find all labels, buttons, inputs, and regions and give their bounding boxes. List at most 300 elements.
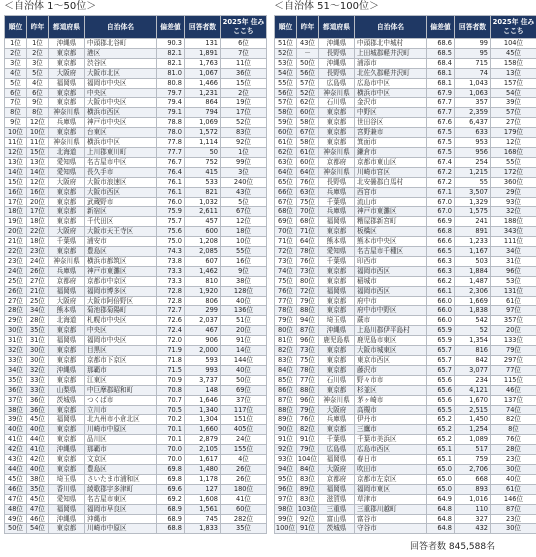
rank-cell: 89位 — [275, 415, 297, 425]
city-cell: 京都市東山区 — [355, 157, 427, 167]
respondents-cell: 1,069 — [185, 118, 221, 128]
score-cell: 66.8 — [427, 227, 455, 237]
table-row — [275, 128, 536, 138]
score-cell: 74.3 — [157, 247, 185, 257]
score-cell: 67.7 — [427, 108, 455, 118]
prefecture-cell: 兵庫県 — [319, 207, 355, 217]
table-row — [275, 118, 536, 128]
city-cell: 横浜市都筑区 — [85, 256, 157, 266]
prefecture-cell: 東京都 — [49, 464, 85, 474]
rank-2025-cell: 76位 — [491, 435, 536, 445]
rank-2025-cell: 54位 — [491, 88, 536, 98]
table-row — [275, 415, 536, 425]
score-cell: 66.5 — [427, 247, 455, 257]
rank-2025-cell: 297位 — [491, 356, 536, 366]
rank-cell: 3位 — [5, 58, 27, 68]
rank-cell: 99位 — [275, 514, 297, 524]
city-cell: 金沢市 — [355, 98, 427, 108]
prev-rank-cell: 84位 — [297, 464, 319, 474]
rank-cell: 50位 — [5, 524, 27, 534]
score-cell: 67.5 — [427, 138, 455, 148]
score-cell: 65.2 — [427, 415, 455, 425]
rank-2025-cell: 23位 — [491, 514, 536, 524]
city-cell: 世田谷区 — [355, 118, 427, 128]
rank-2025-cell: 20位 — [221, 326, 267, 336]
rank-cell: 43位 — [5, 455, 27, 465]
table-row — [275, 514, 536, 524]
respondents-cell: 127 — [185, 484, 221, 494]
rank-2025-cell: 55位 — [491, 157, 536, 167]
score-cell: 67.2 — [427, 177, 455, 187]
table-row — [5, 316, 267, 326]
city-cell: 武蔵野市 — [85, 197, 157, 207]
prev-rank-cell: 4位 — [27, 78, 49, 88]
table-row — [275, 247, 536, 257]
prev-rank-cell: 63位 — [297, 187, 319, 197]
respondents-cell: 1,920 — [185, 286, 221, 296]
respondents-cell: 1,884 — [455, 266, 491, 276]
table-row — [275, 494, 536, 504]
rank-cell: 15位 — [5, 177, 27, 187]
rank-cell: 72位 — [275, 247, 297, 257]
table-row — [5, 256, 267, 266]
rank-cell: 49位 — [5, 514, 27, 524]
score-cell: 68.4 — [427, 58, 455, 68]
respondents-cell: 1,891 — [185, 48, 221, 58]
prefecture-cell: 京都府 — [49, 276, 85, 286]
score-cell: 72.8 — [157, 296, 185, 306]
prefecture-cell: 兵庫県 — [49, 118, 85, 128]
respondents-cell: 759 — [455, 455, 491, 465]
prev-rank-cell: 46位 — [27, 514, 49, 524]
prev-rank-cell: 33位 — [27, 385, 49, 395]
rank-2025-cell: 10位 — [221, 237, 267, 247]
prefecture-cell: 香川県 — [49, 484, 85, 494]
score-cell: 68.1 — [427, 68, 455, 78]
rank-2025-cell: 83位 — [221, 128, 267, 138]
table-row — [5, 306, 267, 316]
city-cell: 上島川郡伊平島村 — [355, 326, 427, 336]
respondents-cell: 2,879 — [185, 435, 221, 445]
rank-2025-cell: 111位 — [491, 237, 536, 247]
city-cell: 福岡市西区 — [355, 286, 427, 296]
respondents-cell: 1,233 — [455, 237, 491, 247]
rank-2025-cell: 117位 — [221, 405, 267, 415]
score-cell: 67.1 — [427, 187, 455, 197]
table-row — [5, 514, 267, 524]
rank-cell: 60位 — [275, 128, 297, 138]
score-cell: 73.8 — [157, 256, 185, 266]
prev-rank-cell: 16位 — [27, 187, 49, 197]
prev-rank-cell: 11位 — [27, 138, 49, 148]
table-row — [5, 356, 267, 366]
rank-2025-cell: 9位 — [221, 266, 267, 276]
prev-rank-cell: 60位 — [297, 157, 319, 167]
city-cell: 川崎市宮区 — [355, 167, 427, 177]
prev-rank-cell: 104位 — [297, 455, 318, 464]
rank-2025-cell: 69位 — [221, 385, 267, 395]
score-cell: 90.3 — [157, 39, 185, 49]
prev-rank-cell: 79位 — [297, 296, 319, 306]
rank-cell: 67位 — [275, 197, 297, 207]
respondents-cell: 1,838 — [455, 306, 491, 316]
rank-2025-cell: 17位 — [221, 108, 267, 118]
prev-rank-cell: 82位 — [297, 425, 319, 435]
prefecture-cell: 東京都 — [49, 207, 85, 217]
score-cell: 65.5 — [427, 405, 455, 415]
city-cell: 中野区 — [355, 108, 427, 118]
prefecture-cell: 埼玉県 — [49, 474, 85, 484]
table-row — [275, 484, 536, 494]
city-cell: 福岡市中央区 — [85, 78, 157, 88]
rank-2025-cell: 38位 — [221, 276, 267, 286]
prev-rank-cell: 64位 — [297, 167, 319, 177]
prefecture-cell: 長野県 — [319, 48, 355, 58]
prev-rank-cell: 35位 — [27, 326, 49, 336]
prev-rank-cell: 9位 — [27, 98, 49, 108]
respondents-cell: 1,043 — [455, 78, 491, 88]
respondents-cell: 2,611 — [185, 207, 221, 217]
table-row — [275, 405, 536, 415]
prefecture-cell: 兵庫県 — [319, 187, 355, 197]
respondents-cell: 1,178 — [185, 474, 221, 484]
rank-cell: 66位 — [275, 187, 297, 197]
city-cell: 那覇市 — [85, 445, 157, 455]
table-header-row — [5, 16, 267, 39]
score-cell: 70.2 — [157, 415, 185, 425]
city-cell: 京都市下京区 — [85, 356, 157, 366]
rank-2025-cell: 180位 — [221, 484, 267, 494]
city-cell: 豊島区 — [85, 247, 157, 257]
rank-2025-cell: 1位 — [221, 147, 267, 157]
rank-2025-cell: 2位 — [221, 88, 267, 98]
prefecture-cell: 東京都 — [319, 365, 355, 375]
city-cell: 大阪市阿倍野区 — [85, 296, 157, 306]
score-cell: 69.8 — [157, 464, 185, 474]
prefecture-cell: 茨城県 — [49, 395, 85, 405]
table-row — [5, 237, 267, 247]
table-row — [5, 296, 267, 306]
respondents-cell: 1,763 — [185, 58, 221, 68]
rank-2025-cell: 240位 — [221, 177, 267, 187]
score-cell: 71.5 — [157, 365, 185, 375]
table-row — [5, 177, 267, 187]
rank-cell: 33位 — [5, 356, 27, 366]
city-cell: 横浜市中区 — [355, 88, 427, 98]
score-cell: 68.6 — [427, 39, 455, 49]
respondents-cell: 745 — [185, 514, 221, 524]
prev-rank-cell: 83位 — [297, 474, 319, 484]
prefecture-cell: 福岡県 — [319, 286, 355, 296]
score-cell: 67.9 — [427, 88, 455, 98]
table-row — [275, 326, 536, 336]
rank-cell: 73位 — [275, 256, 297, 266]
city-cell: 野々市市 — [355, 375, 427, 385]
city-cell: 福岡市西区 — [355, 266, 427, 276]
score-cell: 68.8 — [157, 524, 185, 534]
score-cell: 65.0 — [427, 474, 455, 484]
table-row — [5, 157, 267, 167]
respondents-cell: 600 — [185, 227, 221, 237]
respondents-cell: 50 — [185, 147, 221, 157]
prev-rank-cell: 68位 — [297, 217, 319, 227]
prev-rank-cell: 41位 — [27, 445, 49, 455]
prev-rank-cell: 26位 — [27, 266, 49, 276]
rank-cell: 68位 — [275, 207, 297, 217]
rank-cell: 10位 — [5, 128, 27, 138]
rank-2025-cell: 50位 — [221, 375, 267, 385]
prefecture-cell: 滋賀県 — [319, 494, 355, 504]
respondents-cell: 810 — [185, 276, 221, 286]
prev-rank-cell: 35位 — [27, 484, 49, 494]
rank-cell: 63位 — [275, 157, 297, 167]
score-cell: 76.1 — [157, 187, 185, 197]
respondents-cell: 607 — [185, 256, 221, 266]
table-row — [5, 395, 267, 405]
score-cell: 66.0 — [427, 306, 455, 316]
rank-2025-cell: 92位 — [221, 138, 267, 148]
prev-rank-cell: 67位 — [297, 128, 319, 138]
rank-2025-cell: 35位 — [221, 524, 267, 534]
prev-rank-cell: － — [297, 48, 319, 58]
prefecture-cell: 熊本県 — [49, 306, 85, 316]
prefecture-cell: 大阪府 — [49, 68, 85, 78]
score-cell: 76.0 — [157, 197, 185, 207]
score-cell: 67.0 — [427, 207, 455, 217]
respondents-cell: 542 — [455, 316, 491, 326]
table-row — [275, 68, 536, 78]
prev-rank-cell: 36位 — [27, 395, 49, 405]
rank-cell: 22位 — [5, 247, 27, 257]
respondents-cell: 503 — [455, 256, 491, 266]
respondents-cell: 1,480 — [185, 464, 221, 474]
table-row — [5, 108, 267, 118]
rank-2025-cell: 144位 — [221, 356, 267, 366]
score-cell: 65.9 — [427, 336, 455, 346]
rank-2025-cell: 61位 — [491, 484, 536, 494]
city-cell: 千代田区 — [85, 217, 157, 227]
respondents-cell: 234 — [455, 375, 491, 385]
respondents-cell: 432 — [455, 524, 491, 534]
prefecture-cell: 神奈川県 — [49, 256, 85, 266]
rank-2025-cell: 14位 — [221, 346, 267, 356]
rank-cell: 5位 — [5, 78, 27, 88]
score-cell: 77.7 — [157, 147, 185, 157]
city-cell: 渋谷区 — [85, 58, 157, 68]
prefecture-cell: 東京都 — [319, 138, 355, 148]
prefecture-cell: 東京都 — [49, 217, 85, 227]
respondents-cell: 55 — [455, 177, 491, 187]
prefecture-cell: 沖縄県 — [49, 365, 85, 375]
prev-rank-cell: 5位 — [27, 68, 49, 78]
rank-2025-cell: 43位 — [221, 187, 267, 197]
rank-2025-cell: 31位 — [491, 256, 536, 266]
respondents-cell: 1,231 — [185, 88, 221, 98]
rank-2025-cell: 172位 — [491, 167, 536, 177]
rank-cell: 26位 — [5, 286, 27, 296]
respondents-cell: 1,215 — [455, 167, 491, 177]
prev-rank-cell: 96位 — [297, 395, 319, 405]
score-cell: 68.9 — [157, 514, 185, 524]
prev-rank-cell: 71位 — [297, 227, 319, 237]
city-cell: 守谷市 — [355, 524, 427, 534]
table-row — [275, 39, 536, 49]
city-cell: 西宮市 — [355, 187, 427, 197]
score-cell: 67.5 — [427, 128, 455, 138]
prev-rank-cell: 76位 — [297, 177, 319, 187]
prefecture-cell: 埼玉県 — [319, 316, 355, 326]
prev-rank-cell: 2位 — [27, 48, 49, 58]
respondents-cell: 806 — [185, 296, 221, 306]
rank-2025-cell: 39位 — [491, 98, 536, 108]
respondents-cell: 1,208 — [185, 237, 221, 247]
score-cell: 65.6 — [427, 395, 455, 405]
prev-rank-cell: 14位 — [27, 167, 49, 177]
score-cell: 75.6 — [157, 227, 185, 237]
table-row — [275, 266, 536, 276]
rank-cell: 31位 — [5, 336, 27, 346]
table-row — [5, 88, 267, 98]
city-cell: 文京区 — [85, 455, 157, 465]
rank-2025-cell: 77位 — [491, 365, 536, 375]
prefecture-cell: 千葉県 — [319, 197, 355, 207]
prefecture-cell: 北海道 — [49, 316, 85, 326]
rank-cell: 51位 — [275, 39, 297, 49]
prefecture-cell: 山梨県 — [49, 385, 85, 395]
prefecture-cell: 東京都 — [49, 326, 85, 336]
respondents-cell: 633 — [455, 128, 491, 138]
rank-cell: 69位 — [275, 217, 297, 227]
city-cell: 名古屋市中区 — [85, 157, 157, 167]
rank-cell: 59位 — [275, 118, 297, 128]
rank-2025-cell: 82位 — [491, 415, 536, 425]
city-cell: 広島市中区 — [355, 78, 427, 88]
rank-2025-cell: 157位 — [491, 78, 536, 88]
table-row — [275, 375, 536, 385]
city-cell: 福岡市博多区 — [85, 286, 157, 296]
left-panel — [4, 0, 266, 534]
respondents-cell: 893 — [455, 484, 491, 494]
prev-rank-cell: 76位 — [297, 256, 319, 266]
header-pref: 都道府県 — [49, 16, 85, 39]
city-cell: 神戸市東灘区 — [85, 266, 157, 276]
score-cell: 82.1 — [157, 58, 185, 68]
rank-2025-cell: 282位 — [221, 514, 267, 524]
table-row — [275, 395, 536, 405]
respondents-cell: 842 — [455, 356, 491, 366]
rank-cell: 84位 — [275, 365, 297, 375]
prev-rank-cell: 56位 — [297, 68, 319, 78]
rank-2025-cell: 128位 — [221, 286, 267, 296]
prev-rank-cell: 78位 — [297, 365, 319, 375]
city-cell: 茅ヶ崎市 — [355, 395, 427, 405]
rank-2025-cell: 74位 — [491, 405, 536, 415]
respondents-cell: 953 — [455, 138, 491, 148]
rank-cell: 21位 — [5, 237, 27, 247]
respondents-cell: 1,646 — [185, 395, 221, 405]
score-cell: 65.2 — [427, 425, 455, 435]
rank-2025-cell: 28位 — [491, 445, 536, 455]
prefecture-cell: 東京都 — [49, 197, 85, 207]
score-cell: 68.5 — [427, 48, 455, 58]
table-row — [275, 157, 536, 167]
prev-rank-cell: 54位 — [27, 524, 49, 534]
rank-cell: 71位 — [275, 237, 297, 247]
table-row — [5, 326, 267, 336]
table-row — [275, 464, 536, 474]
rank-2025-cell: 87位 — [491, 504, 536, 514]
prefecture-cell: 沖縄県 — [49, 514, 85, 524]
header-prev: 昨年 — [27, 16, 49, 39]
table-row — [5, 266, 267, 276]
score-cell: 67.0 — [427, 197, 455, 207]
respondents-cell: 1,167 — [455, 247, 491, 257]
rank-2025-cell: 61位 — [491, 296, 536, 306]
prefecture-cell: 東京都 — [319, 306, 355, 316]
city-cell: 川崎市中原区 — [85, 425, 157, 435]
header-respondents: 回答者数 — [455, 16, 491, 39]
table-row — [275, 296, 536, 306]
ranking-table — [4, 15, 267, 534]
respondents-cell: 1,833 — [185, 524, 221, 534]
prefecture-cell: 東京都 — [49, 346, 85, 356]
score-cell: 65.0 — [427, 484, 455, 494]
table-row — [275, 138, 536, 148]
city-cell: 福岡市早良区 — [85, 504, 157, 514]
prev-rank-cell: 22位 — [27, 227, 49, 237]
respondents-cell: 1,669 — [455, 296, 491, 306]
rank-cell: 93位 — [275, 455, 297, 465]
prev-rank-cell: 8位 — [27, 108, 49, 118]
prefecture-cell: 大阪府 — [319, 464, 355, 474]
table-row — [275, 256, 536, 266]
prefecture-cell: 愛知県 — [49, 157, 85, 167]
city-cell: 熊本市中央区 — [355, 237, 427, 247]
prev-rank-cell: 73位 — [297, 346, 319, 356]
rank-cell: 80位 — [275, 326, 297, 336]
table-row — [275, 177, 536, 187]
score-cell: 66.3 — [427, 256, 455, 266]
prefecture-cell: 東京都 — [319, 128, 355, 138]
rank-2025-cell: 30位 — [491, 464, 536, 474]
rank-2025-cell: 99位 — [221, 157, 267, 167]
prev-rank-cell: 27位 — [27, 276, 49, 286]
prefecture-cell: 京都府 — [319, 474, 355, 484]
rank-2025-cell: 32位 — [491, 207, 536, 217]
prev-rank-cell: 75位 — [297, 197, 319, 207]
score-cell: 78.8 — [157, 118, 185, 128]
prefecture-cell: 東京都 — [49, 375, 85, 385]
respondents-cell: 2,000 — [185, 346, 221, 356]
prefecture-cell: 大阪府 — [49, 296, 85, 306]
rank-cell: 9位 — [5, 118, 27, 128]
score-cell: 75.9 — [157, 207, 185, 217]
prefecture-cell: 神奈川県 — [49, 108, 85, 118]
score-cell: 66.0 — [427, 316, 455, 326]
rank-cell: 95位 — [275, 474, 297, 484]
score-cell: 68.1 — [427, 78, 455, 88]
table-row — [5, 425, 267, 435]
score-cell: 72.8 — [157, 286, 185, 296]
table-row — [5, 48, 267, 58]
city-cell: 板橋区 — [355, 227, 427, 237]
rank-cell: 85位 — [275, 375, 297, 385]
respondents-cell: 6,437 — [455, 118, 491, 128]
city-cell: 豊島区 — [85, 464, 157, 474]
rank-cell: 27位 — [5, 296, 27, 306]
rank-2025-cell: 16位 — [221, 256, 267, 266]
prefecture-cell: 愛知県 — [49, 494, 85, 504]
